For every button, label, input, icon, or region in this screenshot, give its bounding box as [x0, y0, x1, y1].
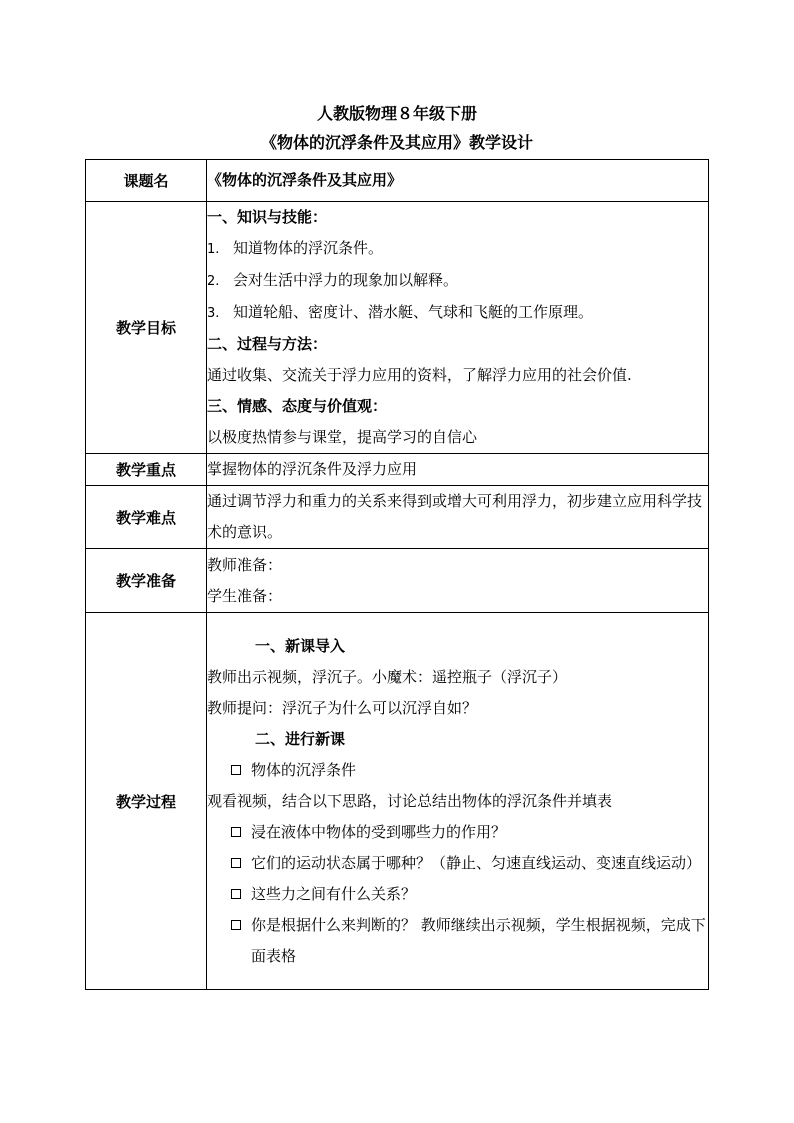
- process-section-2: 二、进行新课: [255, 729, 346, 748]
- row-label-difficulty: 教学难点: [86, 486, 207, 549]
- goals-heading-1: 一、知识与技能：: [207, 208, 328, 226]
- checkbox-icon: [231, 920, 241, 930]
- checklist-item-2: 浸在液体中物体的受到哪些力的作用？: [207, 817, 708, 848]
- goal-item-3: 3. 知道轮船、密度计、潜水艇、气球和飞艇的工作原理。: [207, 303, 594, 321]
- row-label-goals: 教学目标: [86, 202, 207, 454]
- key-text: 掌握物体的浮沉条件及浮力应用: [207, 460, 418, 478]
- table-row-process: [86, 613, 709, 990]
- process-content: [207, 613, 709, 990]
- table-row-prep: [86, 549, 709, 613]
- row-label-prep: 教学准备: [86, 549, 207, 613]
- goals-attitude-text: 以极度热情参与课堂，提高学习的自信心: [207, 428, 478, 446]
- goals-process-text: 通过收集、交流关于浮力应用的资料，了解浮力应用的社会价值.: [207, 366, 632, 384]
- topic-value: [207, 160, 709, 202]
- lesson-plan-table: [85, 159, 709, 990]
- checklist-item-3: 它们的运动状态属于哪种？（静止、匀速直线运动、变速直线运动）: [207, 848, 708, 879]
- goals-content: [207, 202, 709, 454]
- prep-student: 学生准备：: [207, 586, 283, 605]
- key-content: [207, 454, 709, 486]
- topic-text: 《物体的沉浮条件及其应用》: [207, 171, 403, 189]
- prep-content: [207, 549, 709, 613]
- checkbox-icon: [231, 765, 241, 775]
- table-row-key: [86, 454, 709, 486]
- process-para-1: 教师出示视频，浮沉子。小魔术：遥控瓶子（浮沉子）: [207, 667, 568, 686]
- row-label-topic: 课题名: [86, 160, 207, 202]
- row-label-process: 教学过程: [86, 613, 207, 990]
- document-title: 人教版物理８年级下册: [316, 104, 477, 123]
- table-row-topic: [86, 160, 709, 202]
- goals-heading-2: 二、过程与方法：: [207, 335, 328, 353]
- row-label-key: 教学重点: [86, 454, 207, 486]
- process-para-2: 教师提问：浮沉子为什么可以沉浮自如？: [207, 698, 478, 717]
- table-row-goals: [86, 202, 709, 454]
- checklist-item-5: 你是根据什么来判断的？ 教师继续出示视频，学生根据视频，完成下面表格: [207, 910, 708, 972]
- prep-teacher: 教师准备：: [207, 555, 283, 574]
- goal-item-2: 2. 会对生活中浮力的现象加以解释。: [207, 271, 459, 289]
- checkbox-icon: [231, 889, 241, 899]
- difficulty-content: [207, 486, 709, 549]
- document-subtitle: 《物体的沉浮条件及其应用》教学设计: [260, 133, 533, 152]
- table-row-difficulty: [86, 486, 709, 549]
- goals-heading-3: 三、情感、态度与价值观：: [207, 397, 388, 415]
- checklist-item-4: 这些力之间有什么关系？: [207, 879, 708, 910]
- goal-item-1: 1. 知道物体的浮沉条件。: [207, 239, 384, 257]
- process-para-3: 观看视频，结合以下思路，讨论总结出物体的浮沉条件并填表: [207, 791, 613, 810]
- process-section-1: 一、新课导入: [255, 636, 346, 655]
- checkbox-icon: [231, 827, 241, 837]
- checklist-item-1: 物体的沉浮条件: [207, 755, 708, 786]
- checkbox-icon: [231, 858, 241, 868]
- difficulty-text: 通过调节浮力和重力的关系来得到或增大可利用浮力，初步建立应用科学技术的意识。: [207, 492, 703, 541]
